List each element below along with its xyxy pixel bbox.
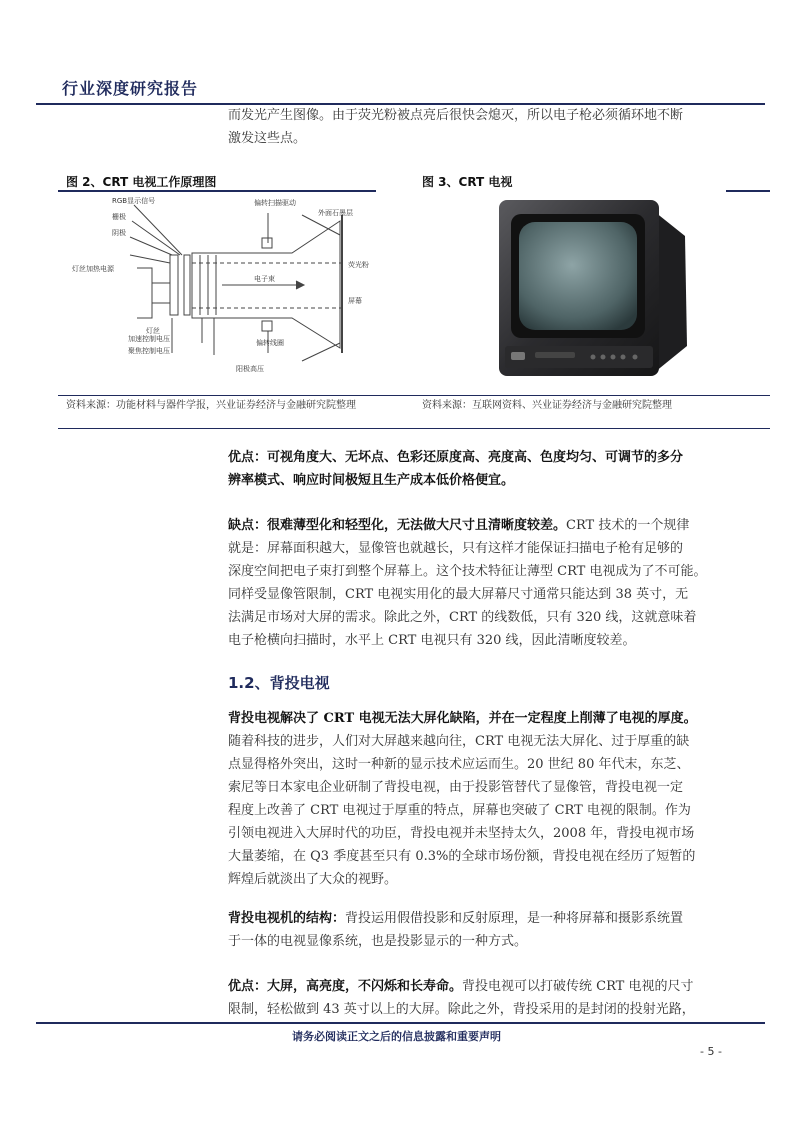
crt-cons-line: 法满足市场对大屏的需求。除此之外，CRT 的线数低，只有 320 线，这就意味着 <box>228 610 697 625</box>
advantages-line-2: 限制，轻松做到 43 英寸以上的大屏。除此之外，背投采用的是封闭的投射光路， <box>228 1002 695 1017</box>
label-heater-supply: 灯丝加热电源 <box>72 265 114 273</box>
crt-cons-line-1-rest: CRT 技术的一个规律 <box>566 518 690 533</box>
tv-screen <box>519 222 637 330</box>
rear-projection-line: 引领电视进入大屏时代的功臣，背投电视并未坚持太久，2008 年，背投电视市场 <box>228 826 695 841</box>
intro-line-1: 而发光产生图像。由于荧光粉被点亮后很快会熄灭，所以电子枪必须循环地不断 <box>228 108 684 123</box>
crt-cons-line: 电子枪横向扫描时，水平上 CRT 电视只有 320 线，因此清晰度较差。 <box>228 633 636 648</box>
label-anode-voltage: 阳极高压 <box>236 365 264 373</box>
label-deflection-coil: 偏转线圈 <box>256 339 284 347</box>
intro-line-2: 激发这些点。 <box>228 131 307 146</box>
crt-cons-lead: 缺点：很难薄型化和轻型化，无法做大尺寸且清晰度较差。 <box>228 518 567 533</box>
footer-disclaimer: 请务必阅读正文之后的信息披露和重要声明 <box>292 1030 501 1043</box>
advantages-lead: 优点：大屏，高亮度，不闪烁和长寿命。 <box>228 979 463 994</box>
label-electron-beam: 电子束 <box>254 275 275 283</box>
footer-rule <box>36 1022 765 1024</box>
label-external-graphite: 外面石墨层 <box>318 209 353 217</box>
crt-pros-line-2: 辨率模式、响应时间极短且生产成本低价格便宜。 <box>228 473 515 488</box>
structure-lead: 背投电视机的结构： <box>228 911 346 926</box>
figure-source-top-rule <box>58 395 770 396</box>
label-screen: 屏幕 <box>348 297 362 305</box>
rear-projection-line: 辉煌后就淡出了大众的视野。 <box>228 872 398 887</box>
label-filament: 灯丝 <box>146 327 160 335</box>
report-header-title: 行业深度研究报告 <box>62 79 199 98</box>
label-deflect-scan: 偏转扫描驱动 <box>254 199 296 207</box>
label-cathode: 阴极 <box>112 229 126 237</box>
crt-tv-illustration <box>495 196 691 380</box>
rear-projection-structure-paragraph <box>228 907 720 953</box>
crt-cons-line: 深度空间把电子束打到整个屏幕上。这个技术特征让薄型 CRT 电视成为了不可能。 <box>228 564 707 579</box>
label-grid: 栅极 <box>112 213 126 221</box>
rear-projection-lead: 背投电视解决了 CRT 电视无法大屏化缺陷，并在一定程度上削薄了电视的厚度。 <box>228 711 697 726</box>
tv-panel-slot <box>535 352 575 358</box>
label-rgb-signal: RGB显示信号 <box>112 197 156 205</box>
crt-cons-paragraph <box>228 514 720 652</box>
rear-projection-advantages-paragraph <box>228 975 720 1021</box>
crt-pros-line-1: 优点：可视角度大、无坏点、色彩还原度高、亮度高、色度均匀、可调节的多分 <box>228 450 684 465</box>
label-accel-voltage: 加速控制电压 <box>128 335 170 343</box>
rear-projection-line: 点显得格外突出，这时一种新的显示技术应运而生。20 世纪 80 年代末，东芝、 <box>228 757 690 772</box>
crt-working-principle-diagram <box>72 193 392 383</box>
label-focus-voltage: 聚焦控制电压 <box>128 347 170 355</box>
rear-projection-line: 索尼等日本家电企业研制了背投电视，由于投影管替代了显像管，背投电视一定 <box>228 780 684 795</box>
crt-cons-line: 同样受显像管限制，CRT 电视实用化的最大屏幕尺寸通常只能达到 38 英寸，无 <box>228 587 689 602</box>
figure-3-caption: 图 3、CRT 电视 <box>422 175 513 189</box>
page-number: - 5 - <box>700 1045 722 1058</box>
advantages-line-1: 背投电视可以打破传统 CRT 电视的尺寸 <box>462 979 694 994</box>
figure-2-caption: 图 2、CRT 电视工作原理图 <box>66 175 217 189</box>
rear-projection-line: 随着科技的进步，人们对大屏越来越向往，CRT 电视无法大屏化、过于厚重的缺 <box>228 734 690 749</box>
intro-paragraph <box>228 104 720 150</box>
crt-pros-paragraph <box>228 446 720 492</box>
rear-projection-line: 大量萎缩，在 Q3 季度甚至只有 0.3%的全球市场份额，背投电视在经历了短暂的 <box>228 849 696 864</box>
figure-3-caption-rule <box>726 190 770 192</box>
crt-cons-line: 就是：屏幕面积越大，显像管也就越长，只有这样才能保证扫描电子枪有足够的 <box>228 541 684 556</box>
figure-2-caption-rule <box>58 190 376 192</box>
structure-line-2: 于一体的电视显像系统，也是投影显示的一种方式。 <box>228 934 528 949</box>
rear-projection-paragraph <box>228 707 720 891</box>
tv-power-button <box>511 352 525 360</box>
structure-line-1: 背投运用假借投影和反射原理，是一种将屏幕和摄影系统置 <box>345 911 684 926</box>
rear-projection-line: 程度上改善了 CRT 电视过于厚重的特点，屏幕也突破了 CRT 电视的限制。作为 <box>228 803 691 818</box>
section-heading-rear-projection: 1.2、背投电视 <box>228 674 330 692</box>
figure-2-source: 资料来源：功能材料与器件学报，兴业证券经济与金融研究院整理 <box>66 400 356 411</box>
figure-3-source: 资料来源：互联网资料、兴业证券经济与金融研究院整理 <box>422 400 672 411</box>
figure-source-bottom-rule <box>58 428 770 429</box>
label-phosphor: 荧光粉 <box>348 261 369 269</box>
